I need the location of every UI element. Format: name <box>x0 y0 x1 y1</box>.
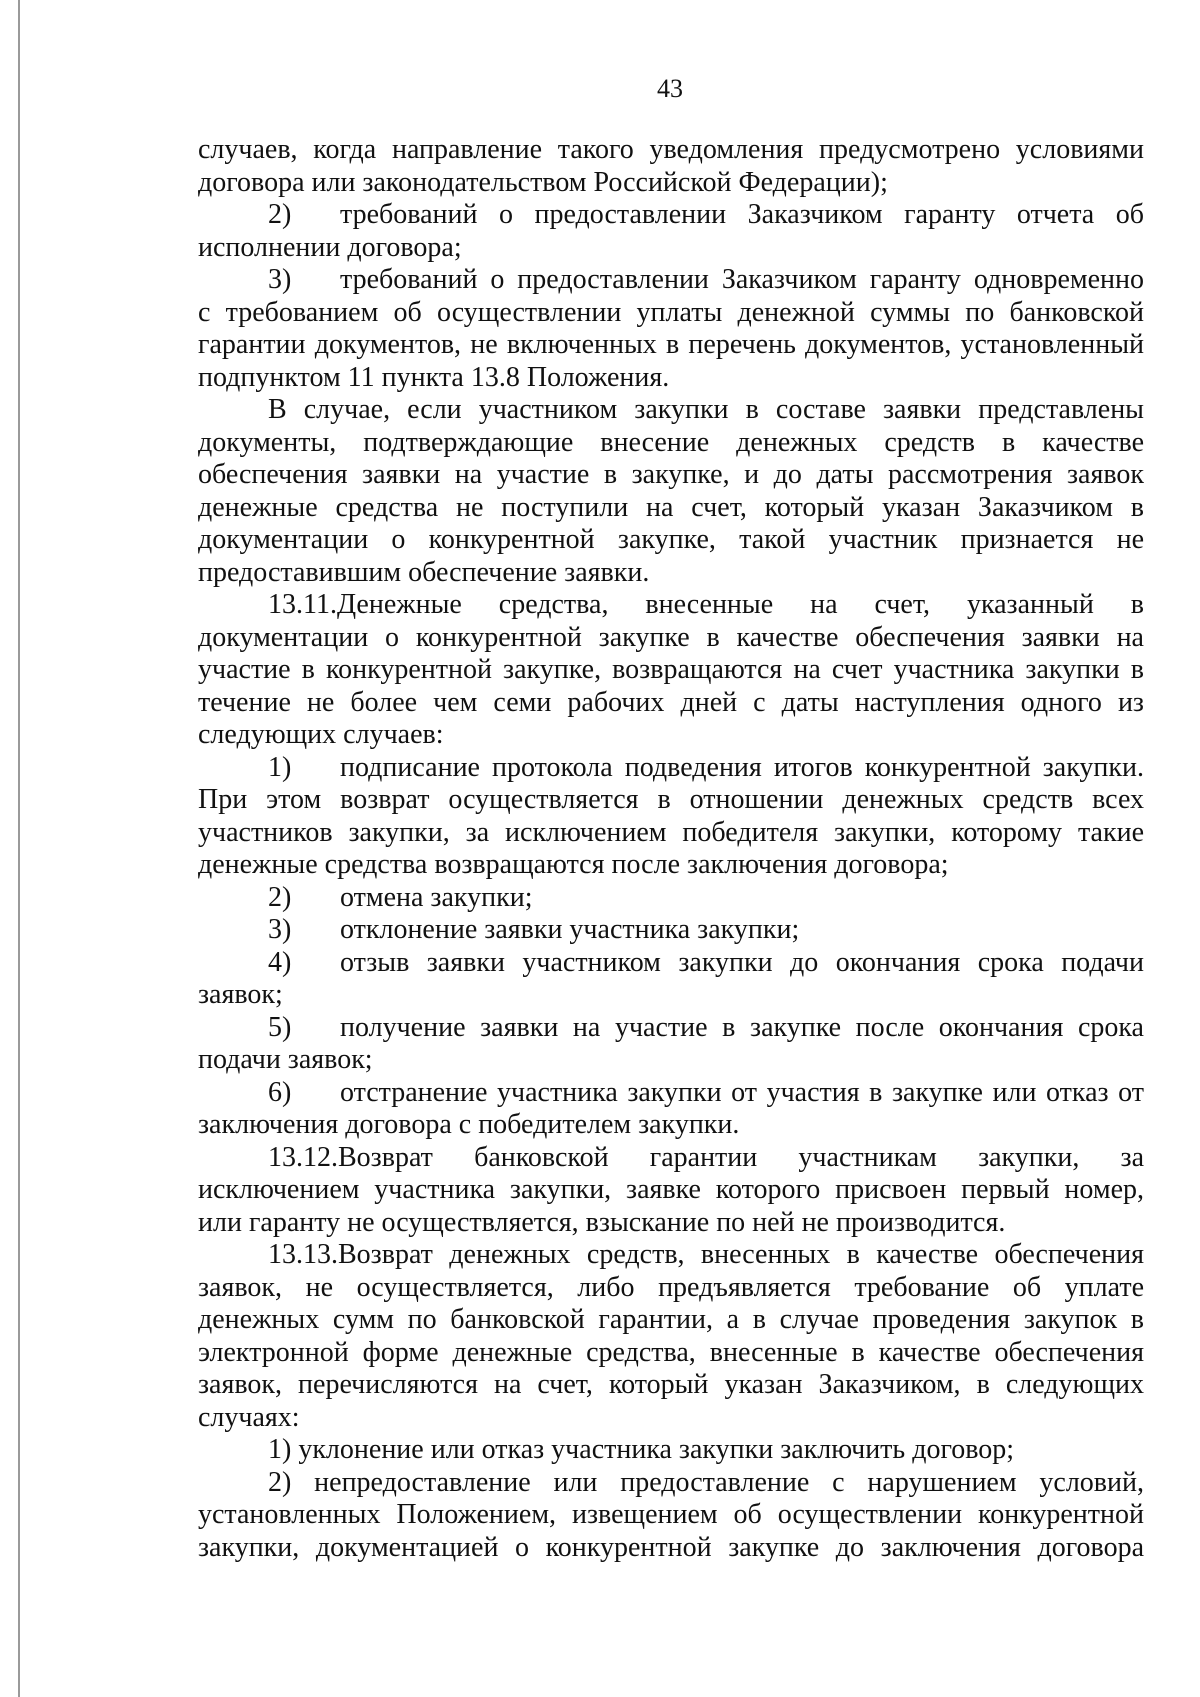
text-line <box>198 752 1144 785</box>
text-line <box>198 1109 1144 1142</box>
line-text: с требованием об осуществлении уплаты денежной суммы по банковской <box>198 296 1144 328</box>
text-line <box>198 1077 1144 1110</box>
text-line <box>198 979 1144 1012</box>
line-text: заявок, перечисляются на счет, который указан Заказчиком, в следующих <box>198 1369 1144 1400</box>
line-text: 13.13.Возврат денежных средств, внесенных в качестве обеспечения <box>268 1239 1144 1270</box>
list-item-number: 6) <box>268 1076 292 1108</box>
text-line <box>198 362 1144 395</box>
line-text: отмена закупки; <box>340 881 533 913</box>
line-text: установленных Положением, извещением об осуществлении конкурентной <box>198 1499 1144 1530</box>
line-text: При этом возврат осуществляется в отношении денежных средств всех <box>198 784 1144 815</box>
line-text: подачи заявок; <box>198 1044 373 1075</box>
text-line <box>198 1337 1144 1370</box>
text-line <box>198 1402 1144 1435</box>
text-line <box>198 329 1144 362</box>
list-item-number: 5) <box>268 1011 292 1043</box>
text-line <box>198 719 1144 752</box>
line-text: гарантии документов, не включенных в перечень документов, установленный <box>198 329 1144 360</box>
list-item-number: 4) <box>268 946 292 978</box>
line-text: договора или законодательством Российской Федерации); <box>198 166 888 198</box>
text-line <box>198 1499 1144 1532</box>
text-line <box>198 1012 1144 1045</box>
list-item-number: 2) <box>268 881 292 913</box>
line-text: участников закупки, за исключением победителя закупки, которому такие <box>198 816 1144 848</box>
line-text: участие в конкурентной закупке, возвращаются на счет участника закупки в <box>198 654 1144 685</box>
line-text: исполнении договора; <box>198 231 462 263</box>
line-text: документы, подтверждающие внесение денежных средств в качестве <box>198 426 1144 458</box>
line-text: отклонение заявки участника закупки; <box>340 914 800 945</box>
text-line <box>198 1174 1144 1207</box>
line-text: 13.11.Денежные средства, внесенные на счет, указанный в <box>268 589 1144 620</box>
line-text: 2) непредоставление или предоставление с нарушением условий, <box>268 1466 1144 1498</box>
text-line <box>198 297 1144 330</box>
text-line <box>198 1369 1144 1402</box>
line-text: отзыв заявки участником закупки до окончания срока подачи <box>340 946 1144 978</box>
text-line <box>198 199 1144 232</box>
text-line <box>198 784 1144 817</box>
list-item-number: 3) <box>268 264 292 295</box>
line-text: денежные средства не поступили на счет, который указан Заказчиком в <box>198 491 1144 523</box>
line-text: денежных сумм по банковской гарантии, а в случае проведения закупок в <box>198 1304 1144 1335</box>
text-line <box>198 492 1144 525</box>
text-line <box>198 687 1144 720</box>
line-text: следующих случаев: <box>198 719 444 750</box>
text-line <box>198 1044 1144 1077</box>
text-line <box>198 882 1144 915</box>
text-line <box>198 914 1144 947</box>
line-text: 13.12.Возврат банковской гарантии участникам закупки, за <box>268 1141 1144 1173</box>
text-line <box>198 1304 1144 1337</box>
line-text: получение заявки на участие в закупке после окончания срока <box>340 1011 1144 1043</box>
text-line <box>198 1467 1144 1500</box>
text-line <box>198 622 1144 655</box>
text-line <box>198 589 1144 622</box>
list-item-number: 1) <box>268 751 292 783</box>
line-text: заявок, не осуществляется, либо предъявляется требование об уплате <box>198 1271 1144 1303</box>
text-line <box>198 264 1144 297</box>
text-line <box>198 1239 1144 1272</box>
text-line <box>198 654 1144 687</box>
text-line <box>198 1532 1144 1565</box>
line-text: 1) уклонение или отказ участника закупки заключить договор; <box>268 1434 1015 1465</box>
line-text: обеспечения заявки на участие в закупке, и до даты рассмотрения заявок <box>198 459 1144 490</box>
page-number: 43 <box>657 74 683 103</box>
text-line <box>198 1207 1144 1240</box>
text-line <box>198 557 1144 590</box>
scan-edge-line <box>18 0 20 1697</box>
line-text: подписание протокола подведения итогов конкурентной закупки. <box>340 751 1144 783</box>
text-line <box>198 1434 1144 1467</box>
line-text: течение не более чем семи рабочих дней с даты наступления одного из <box>198 686 1144 718</box>
text-line <box>198 394 1144 427</box>
line-text: случаях: <box>198 1401 300 1433</box>
line-text: отстранение участника закупки от участия в закупке или отказ от <box>340 1076 1144 1108</box>
text-line <box>198 232 1144 265</box>
text-line <box>198 524 1144 557</box>
text-line <box>198 947 1144 980</box>
line-text: случаев, когда направление такого уведомления предусмотрено условиями <box>198 134 1144 165</box>
line-text: или гаранту не осуществляется, взыскание по ней не производится. <box>198 1206 1006 1238</box>
line-text: документации о конкурентной закупке в качестве обеспечения заявки на <box>198 621 1144 653</box>
line-text: документации о конкурентной закупке, такой участник признается не <box>198 524 1144 555</box>
document-body <box>198 134 1144 1564</box>
list-item-number: 2) <box>268 199 292 230</box>
line-text: В случае, если участником закупки в составе заявки представлены <box>268 394 1144 425</box>
line-text: требований о предоставлении Заказчиком гаранту одновременно <box>340 264 1144 295</box>
text-line <box>198 427 1144 460</box>
line-text: заключения договора с победителем закупки. <box>198 1109 740 1140</box>
line-text: исключением участника закупки, заявке которого присвоен первый номер, <box>198 1174 1144 1205</box>
line-text: денежные средства возвращаются после заключения договора; <box>198 849 949 880</box>
text-line <box>198 1142 1144 1175</box>
text-line <box>198 134 1144 167</box>
text-line <box>198 1272 1144 1305</box>
text-line <box>198 849 1144 882</box>
text-line <box>198 817 1144 850</box>
text-line <box>198 167 1144 200</box>
line-text: требований о предоставлении Заказчиком гаранту отчета об <box>340 199 1144 230</box>
list-item-number: 3) <box>268 914 292 945</box>
line-text: предоставившим обеспечение заявки. <box>198 556 650 588</box>
text-line <box>198 459 1144 492</box>
line-text: закупки, документацией о конкурентной закупке до заключения договора <box>198 1531 1144 1563</box>
line-text: заявок; <box>198 979 283 1010</box>
line-text: электронной форме денежные средства, внесенные в качестве обеспечения <box>198 1336 1144 1368</box>
line-text: подпунктом 11 пункта 13.8 Положения. <box>198 361 670 393</box>
